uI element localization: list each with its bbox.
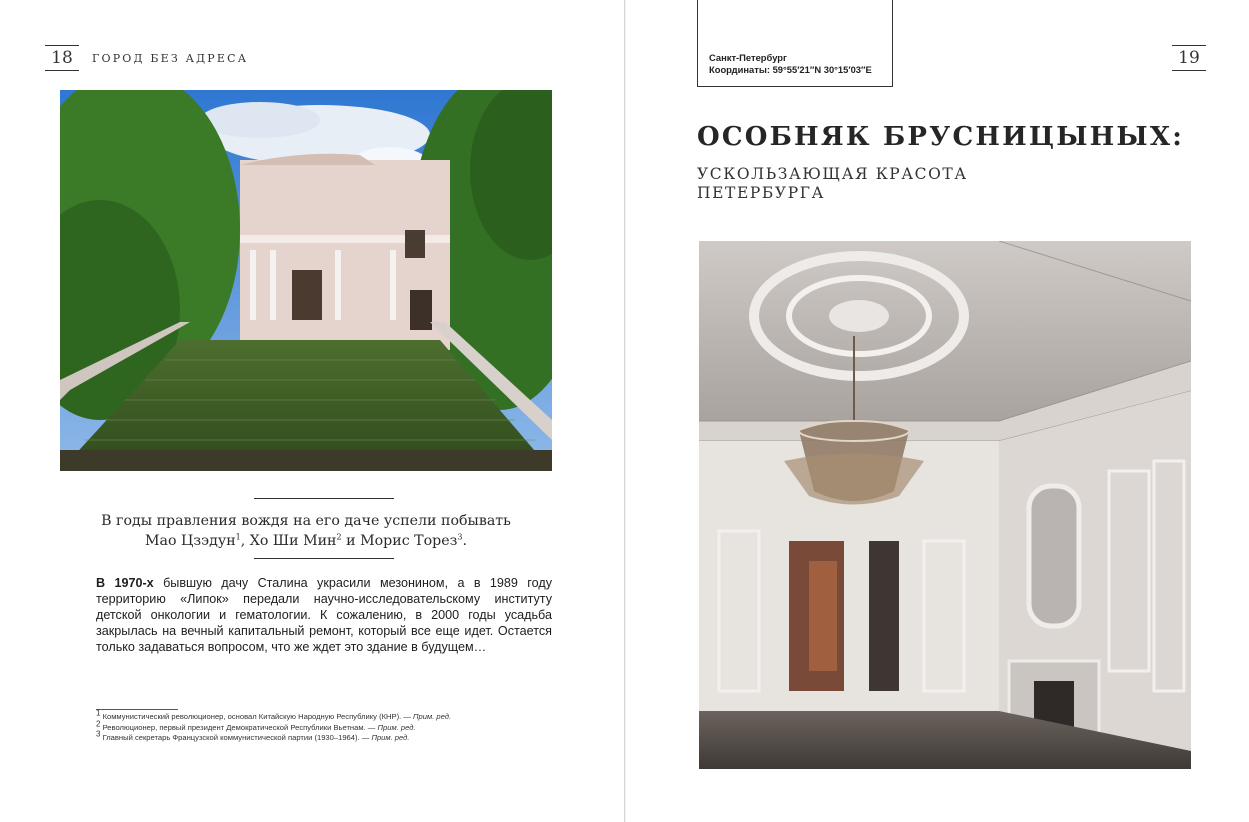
dacha-photo — [60, 90, 552, 471]
page-number-right: 19 — [1172, 45, 1206, 71]
footnote-3: $^3$ Главный секретарь Французской коммунистической партии (1930–1964). — Прим. ред. — [96, 729, 410, 742]
footnote-rule — [96, 709, 178, 710]
hall-photo — [699, 241, 1191, 769]
pull-quote — [60, 511, 552, 551]
footnote-2: $^2$ Революционер, первый президент Демократической Республики Вьетнам. — Прим. ред. — [96, 718, 416, 732]
body-paragraph — [96, 575, 552, 655]
quote-line-2: Мао Цзэдун$^1$, Хо Ши Мин$^2$ и Морис Торез$^3$. — [145, 532, 467, 549]
quote-rule-bottom — [254, 558, 394, 559]
quote-rule-top — [254, 498, 394, 499]
article-title: ОСОБНЯК БРУСНИЦЫНЫХ: — [697, 122, 1185, 152]
location-city: Санкт-Петербург — [709, 52, 787, 63]
location-coordinates: Координаты: 59°55′21″N 30°15′03″E — [709, 64, 872, 75]
footnotes — [96, 708, 556, 744]
footnote-1: $^1$ Коммунистический революционер, основал Китайскую Народную Республику (КНР). — Прим. ред. — [96, 708, 452, 721]
location-box — [697, 0, 893, 87]
body-text: бывшую дачу Сталина украсили мезонином, а в 1989 году территорию «Липок» передали научно-исследовательскому институту детской онкологии и гематологии. К сожалению, в 2000 годы усадьба закрылась на вечный капитальный ремонт, который все еще идет. Остается только задаваться вопросом, что же ждет это здание в будущем… — [96, 576, 552, 654]
page-number-left: 18 — [45, 45, 79, 71]
quote-line-1: В годы правления вождя на его даче успели побывать — [101, 513, 511, 529]
running-head: ГОРОД БЕЗ АДРЕСА — [92, 52, 249, 65]
body-lead: В 1970-х — [96, 576, 154, 590]
article-subtitle: УСКОЛЬЗАЮЩАЯ КРАСОТА ПЕТЕРБУРГА — [697, 165, 968, 202]
right-page — [626, 0, 1249, 822]
